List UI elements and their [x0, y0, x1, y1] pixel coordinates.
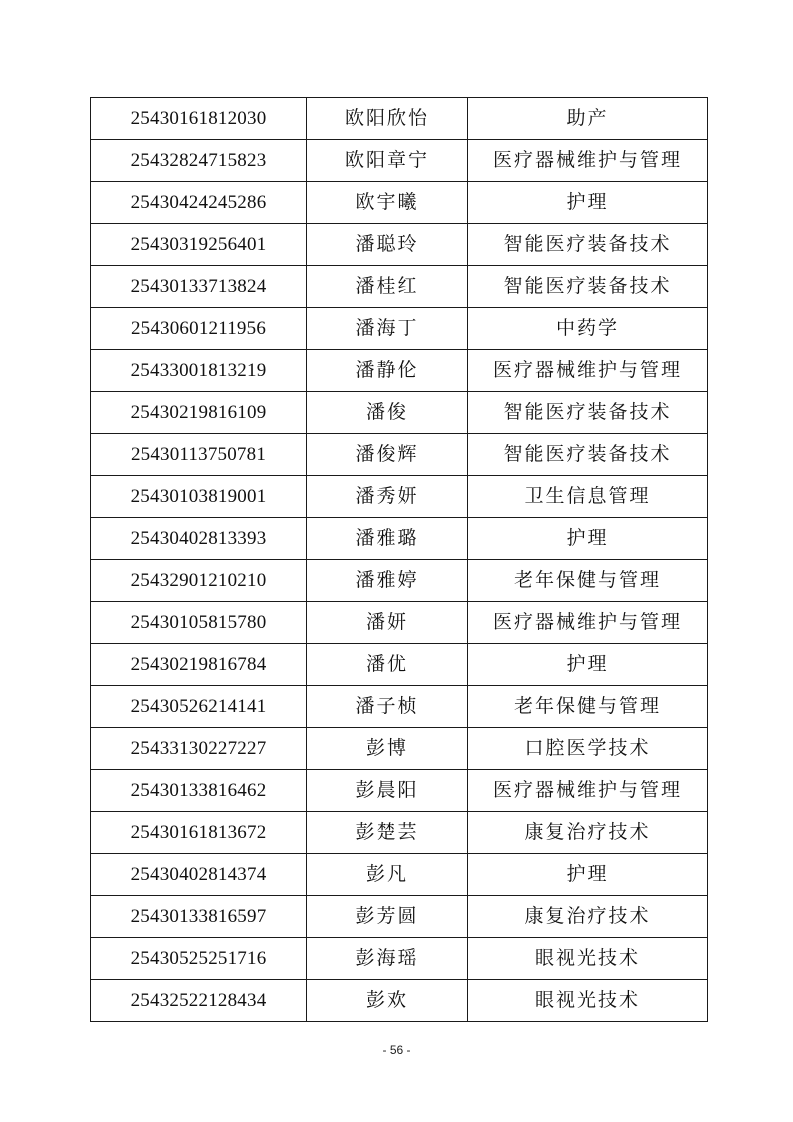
student-name-cell: 潘妍 — [307, 602, 468, 644]
table-row — [91, 518, 708, 560]
exam-id-cell: 25430219816109 — [91, 392, 307, 434]
exam-id-cell: 25430133713824 — [91, 266, 307, 308]
major-cell: 老年保健与管理 — [468, 686, 708, 728]
exam-id-cell: 25432522128434 — [91, 980, 307, 1022]
table-row — [91, 140, 708, 182]
major-cell: 护理 — [468, 644, 708, 686]
major-cell: 助产 — [468, 98, 708, 140]
exam-id-cell: 25430113750781 — [91, 434, 307, 476]
exam-id-cell: 25430103819001 — [91, 476, 307, 518]
major-cell: 中药学 — [468, 308, 708, 350]
exam-id-cell: 25430402813393 — [91, 518, 307, 560]
major-cell: 康复治疗技术 — [468, 896, 708, 938]
table-row — [91, 938, 708, 980]
table-row — [91, 266, 708, 308]
student-name-cell: 潘优 — [307, 644, 468, 686]
table-row — [91, 854, 708, 896]
table-row — [91, 182, 708, 224]
exam-id-cell: 25430105815780 — [91, 602, 307, 644]
major-cell: 医疗器械维护与管理 — [468, 602, 708, 644]
exam-id-cell: 25430219816784 — [91, 644, 307, 686]
major-cell: 医疗器械维护与管理 — [468, 770, 708, 812]
exam-id-cell: 25430402814374 — [91, 854, 307, 896]
exam-id-cell: 25432901210210 — [91, 560, 307, 602]
student-name-cell: 潘静伦 — [307, 350, 468, 392]
student-name-cell: 彭晨阳 — [307, 770, 468, 812]
table-row — [91, 224, 708, 266]
major-cell: 护理 — [468, 854, 708, 896]
table-row — [91, 980, 708, 1022]
exam-id-cell: 25430525251716 — [91, 938, 307, 980]
major-cell: 护理 — [468, 182, 708, 224]
student-name-cell: 潘雅婷 — [307, 560, 468, 602]
roster-table-body — [91, 98, 708, 1022]
table-row — [91, 560, 708, 602]
major-cell: 智能医疗装备技术 — [468, 266, 708, 308]
major-cell: 眼视光技术 — [468, 980, 708, 1022]
exam-id-cell: 25430319256401 — [91, 224, 307, 266]
student-name-cell: 欧宇曦 — [307, 182, 468, 224]
student-name-cell: 潘雅璐 — [307, 518, 468, 560]
student-name-cell: 欧阳章宁 — [307, 140, 468, 182]
table-row — [91, 896, 708, 938]
exam-id-cell: 25430601211956 — [91, 308, 307, 350]
major-cell: 智能医疗装备技术 — [468, 434, 708, 476]
student-name-cell: 彭博 — [307, 728, 468, 770]
major-cell: 护理 — [468, 518, 708, 560]
student-name-cell: 潘子桢 — [307, 686, 468, 728]
student-name-cell: 彭海瑶 — [307, 938, 468, 980]
student-name-cell: 彭凡 — [307, 854, 468, 896]
table-row — [91, 812, 708, 854]
major-cell: 智能医疗装备技术 — [468, 224, 708, 266]
student-name-cell: 潘俊 — [307, 392, 468, 434]
exam-id-cell: 25433001813219 — [91, 350, 307, 392]
exam-id-cell: 25430161812030 — [91, 98, 307, 140]
table-row — [91, 644, 708, 686]
table-row — [91, 98, 708, 140]
student-roster-table — [90, 97, 708, 1022]
major-cell: 康复治疗技术 — [468, 812, 708, 854]
major-cell: 口腔医学技术 — [468, 728, 708, 770]
student-name-cell: 彭欢 — [307, 980, 468, 1022]
exam-id-cell: 25430133816462 — [91, 770, 307, 812]
exam-id-cell: 25432824715823 — [91, 140, 307, 182]
major-cell: 眼视光技术 — [468, 938, 708, 980]
student-name-cell: 潘桂红 — [307, 266, 468, 308]
major-cell: 老年保健与管理 — [468, 560, 708, 602]
student-name-cell: 彭楚芸 — [307, 812, 468, 854]
exam-id-cell: 25433130227227 — [91, 728, 307, 770]
student-name-cell: 欧阳欣怡 — [307, 98, 468, 140]
major-cell: 卫生信息管理 — [468, 476, 708, 518]
exam-id-cell: 25430526214141 — [91, 686, 307, 728]
student-name-cell: 彭芳圆 — [307, 896, 468, 938]
exam-id-cell: 25430161813672 — [91, 812, 307, 854]
table-row — [91, 476, 708, 518]
major-cell: 智能医疗装备技术 — [468, 392, 708, 434]
student-name-cell: 潘秀妍 — [307, 476, 468, 518]
major-cell: 医疗器械维护与管理 — [468, 140, 708, 182]
student-name-cell: 潘俊辉 — [307, 434, 468, 476]
table-row — [91, 686, 708, 728]
student-name-cell: 潘海丁 — [307, 308, 468, 350]
table-row — [91, 770, 708, 812]
table-row — [91, 308, 708, 350]
table-row — [91, 434, 708, 476]
student-name-cell: 潘聪玲 — [307, 224, 468, 266]
page-number: - 56 - — [382, 1043, 411, 1057]
exam-id-cell: 25430424245286 — [91, 182, 307, 224]
table-row — [91, 602, 708, 644]
table-row — [91, 350, 708, 392]
table-row — [91, 728, 708, 770]
exam-id-cell: 25430133816597 — [91, 896, 307, 938]
table-row — [91, 392, 708, 434]
major-cell: 医疗器械维护与管理 — [468, 350, 708, 392]
